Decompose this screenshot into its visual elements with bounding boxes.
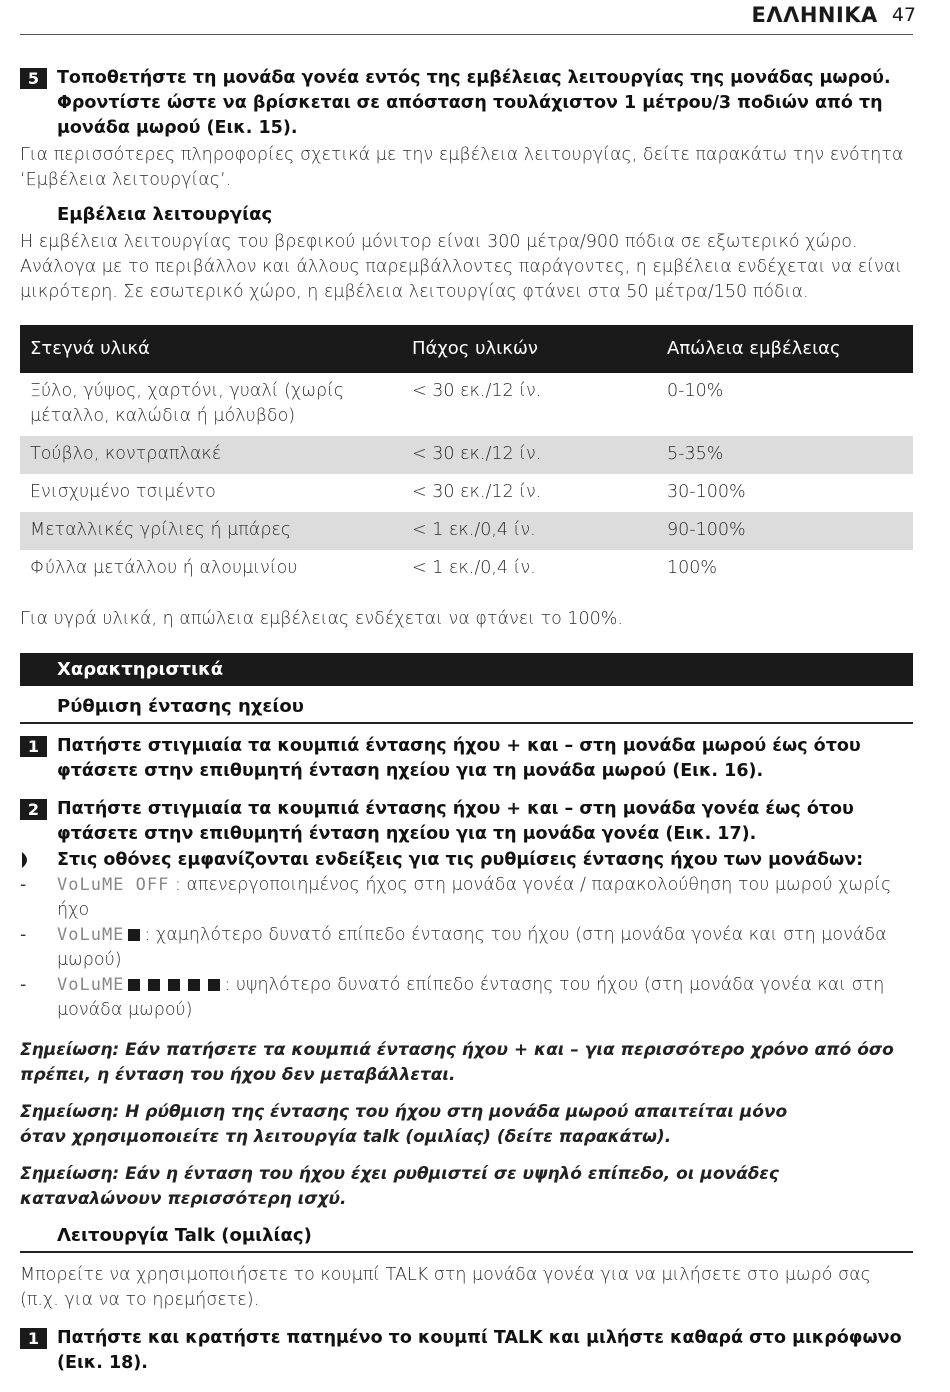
header-range-loss: Απώλεια εμβέλειας: [667, 338, 841, 359]
table-row: [20, 474, 913, 512]
table-row: [20, 550, 913, 588]
note-2-line-2: όταν χρησιμοποιείτε τη λειτουργία talk (ομιλίας) (δείτε παρακάτω).: [20, 1127, 672, 1147]
dash-marker: -: [20, 925, 27, 945]
bullet-arrow-icon: [20, 851, 34, 869]
table-cell: < 30 εκ./12 ίν.: [412, 381, 542, 401]
volume-bar-icon: [128, 929, 140, 941]
more-info-paragraph: Για περισσότερες πληροφορίες σχετικά με την εμβέλεια λειτουργίας, δείτε παρακάτω την ενότητα ‘Εμβέλεια λειτουργίας’.: [20, 145, 904, 190]
range-loss-table: [20, 325, 913, 588]
header-materials: Στεγνά υλικά: [30, 338, 150, 359]
table-cell: Ενισχυμένο τσιμέντο: [30, 482, 216, 502]
lcd-display-text: VoLuME: [57, 925, 125, 945]
dash-text: : χαμηλότερο δυνατό επίπεδο έντασης του ήχου (στη μονάδα γονέα και στη μονάδα μωρού): [57, 925, 887, 970]
dash-text: : απενεργοποιημένος ήχος στη μονάδα γονέα / παρακολούθηση του μωρού χωρίς ήχο: [57, 875, 892, 920]
lcd-display-text: VoLuME OFF: [57, 875, 170, 895]
table-row: [20, 512, 913, 550]
talk-step-1: [20, 1326, 915, 1376]
lcd-display-text: VoLuME: [57, 975, 125, 995]
step-text: Πατήστε και κρατήστε πατημένο το κουμπί TALK και μιλήστε καθαρά στο μικρόφωνο (Εικ. 18).: [57, 1328, 902, 1373]
table-cell: < 30 εκ./12 ίν.: [412, 482, 542, 502]
step-number: 5: [20, 68, 47, 89]
note-1: Σημείωση: Εάν πατήσετε τα κουμπιά έντασης ήχου + και – για περισσότερο χρόνο από όσο πρέπει, η ένταση του ήχου δεν μεταβάλλεται.: [20, 1040, 894, 1085]
table-cell: 0-10%: [667, 381, 724, 401]
table-cell: 100%: [667, 558, 718, 578]
volume-item-low: [20, 923, 915, 973]
volume-bar-icon: [128, 979, 140, 991]
note-3: Σημείωση: Εάν η ένταση του ήχου έχει ρυθμιστεί σε υψηλό επίπεδο, οι μονάδες καταναλώνουν περισσότερη ισχύ.: [20, 1164, 779, 1209]
features-section-title: Χαρακτηριστικά: [20, 653, 913, 686]
table-cell: < 1 εκ./0,4 ίν.: [412, 520, 536, 540]
wet-materials-paragraph: Για υγρά υλικά, η απώλεια εμβέλειας ενδέχεται να φτάνει το 100%.: [20, 609, 623, 629]
table-row: [20, 373, 913, 436]
table-cell: 30-100%: [667, 482, 746, 502]
volume-bar-icon: [168, 979, 180, 991]
volume-item-high: [20, 973, 915, 1023]
table-cell: < 1 εκ./0,4 ίν.: [412, 558, 536, 578]
volume-bar-icon: [148, 979, 160, 991]
table-cell: 90-100%: [667, 520, 746, 540]
bullet-text: Στις οθόνες εμφανίζονται ενδείξεις για τις ρυθμίσεις έντασης ήχου των μονάδων:: [57, 850, 864, 870]
header-thickness: Πάχος υλικών: [412, 338, 538, 359]
language-title: ΕΛΛΗΝΙΚΑ: [751, 3, 878, 27]
volume-bar-icon: [208, 979, 220, 991]
table-cell: < 30 εκ./12 ίν.: [412, 444, 542, 464]
volume-step-2: [20, 797, 915, 847]
step-5: [20, 66, 915, 141]
dash-marker: -: [20, 875, 27, 895]
page-header: [751, 2, 916, 28]
step-number: 1: [20, 1328, 47, 1349]
volume-title: Ρύθμιση έντασης ηχείου: [57, 696, 304, 717]
dash-marker: -: [20, 975, 27, 995]
table-cell: Ξύλο, γύψος, χαρτόνι, γυαλί (χωρίς μέταλλο, καλώδια ή μόλυβδο): [30, 381, 345, 426]
step-number: 2: [20, 799, 47, 820]
table-cell: Φύλλα μετάλλου ή αλουμινίου: [30, 558, 298, 578]
talk-paragraph: Μπορείτε να χρησιμοποιήσετε το κουμπί TALK στη μονάδα γονέα για να μιλήσετε στο μωρό σας (π.χ. για να το ηρεμήσετε).: [20, 1265, 871, 1310]
page-number: 47: [891, 4, 916, 26]
step-text: Τοποθετήστε τη μονάδα γονέα εντός της εμβέλειας λειτουργίας της μονάδας μωρού. Φροντίστε ώστε να βρίσκεται σε απόσταση τουλάχιστον 1 μέτρου/3 ποδιών από τη μονάδα μωρού (Εικ. 15).: [57, 68, 891, 138]
volume-bar-icon: [188, 979, 200, 991]
step-text: Πατήστε στιγμιαία τα κουμπιά έντασης ήχου + και – στη μονάδα γονέα έως ότου φτάσετε στην επιθυμητή ένταση ηχείου για τη μονάδα γονέα (Εικ. 17).: [57, 799, 854, 844]
table-header: [20, 325, 913, 373]
range-title: Εμβέλεια λειτουργίας: [57, 204, 273, 225]
dash-text: : υψηλότερο δυνατό επίπεδο έντασης του ήχου (στη μονάδα γονέα και στη μονάδα μωρού): [57, 975, 885, 1020]
header-divider: [20, 34, 913, 35]
table-cell: Τούβλο, κοντραπλακέ: [30, 444, 222, 464]
table-row: [20, 436, 913, 474]
volume-item-off: [20, 873, 915, 923]
table-cell: Μεταλλικές γρίλιες ή μπάρες: [30, 520, 292, 540]
talk-title: Λειτουργία Talk (ομιλίας): [57, 1225, 312, 1246]
table-cell: 5-35%: [667, 444, 724, 464]
talk-divider: [20, 1251, 913, 1253]
range-paragraph: Η εμβέλεια λειτουργίας του βρεφικού μόνιτορ είναι 300 μέτρα/900 πόδια σε εξωτερικό χώρο. Ανάλογα με το περιβάλλον και άλλους παρεμβάλλοντες παράγοντες, η εμβέλεια ενδέχεται να είναι μικρότερη. Σε εσωτερικό χώρο, η εμβέλεια λειτουργίας φτάνει στα 50 μέτρα/150 πόδια.: [20, 232, 903, 302]
step-number: 1: [20, 736, 47, 757]
note-2: [20, 1100, 915, 1150]
volume-divider: [20, 722, 913, 724]
note-2-line-1: Σημείωση: Η ρύθμιση της έντασης του ήχου στη μονάδα μωρού απαιτείται μόνο: [20, 1102, 788, 1122]
step-text: Πατήστε στιγμιαία τα κουμπιά έντασης ήχου + και – στη μονάδα μωρού έως ότου φτάσετε στην επιθυμητή ένταση ηχείου για τη μονάδα μωρού (Εικ. 16).: [57, 736, 861, 781]
volume-step-1: [20, 734, 915, 784]
